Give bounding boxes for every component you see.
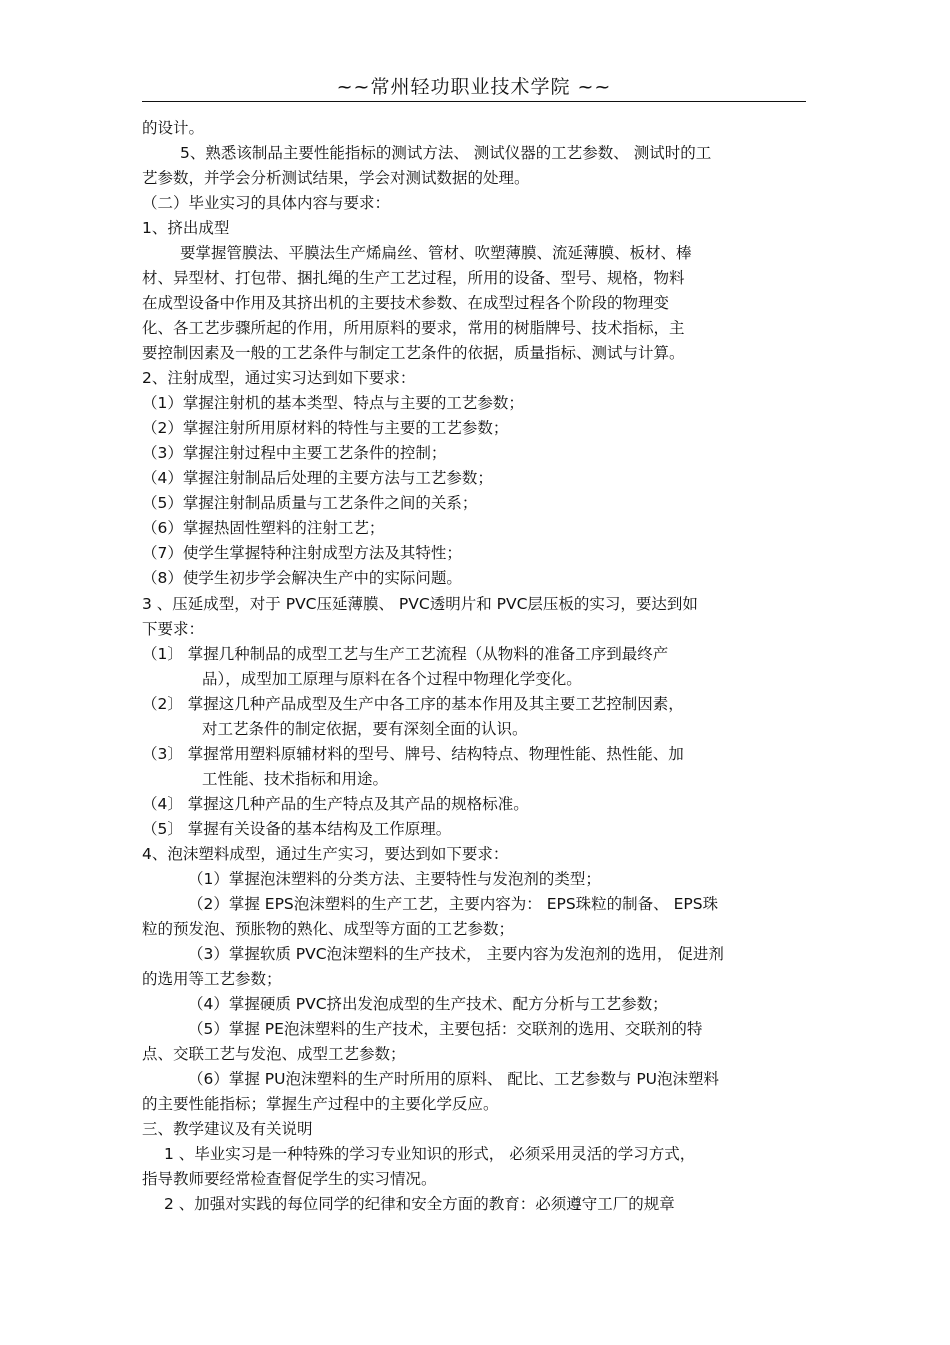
text-line: （4〕 掌握这几种产品的生产特点及其产品的规格标准。 <box>142 795 529 813</box>
text-line: 工性能、技术指标和用途。 <box>202 770 389 788</box>
text-line: 在成型设备中作用及其挤出机的主要技术参数、在成型过程各个阶段的物理变 <box>142 294 670 312</box>
text-line: 5、熟悉该制品主要性能指标的测试方法、 测试仪器的工艺参数、 测试时的工 <box>180 144 712 162</box>
text-line: （3〕 掌握常用塑料原辅材料的型号、牌号、结构特点、物理性能、热性能、加 <box>142 745 684 763</box>
text-line: （1〕 掌握几种制品的成型工艺与生产工艺流程（从物料的准备工序到最终产 <box>142 645 669 663</box>
text-line: 的设计。 <box>142 119 205 137</box>
text-line: （1）掌握注射机的基本类型、特点与主要的工艺参数； <box>142 394 524 412</box>
text-line: （5〕 掌握有关设备的基本结构及工作原理。 <box>142 820 452 838</box>
text-line: 化、各工艺步骤所起的作用，所用原料的要求，常用的树脂牌号、技术指标，主 <box>142 319 685 337</box>
text-line: 3 、压延成型，对于 PVC压延薄膜、 PVC透明片和 PVC层压板的实习，要达到如 <box>142 595 698 613</box>
text-line: 1、挤出成型 <box>142 219 230 237</box>
text-line: （6）掌握热固性塑料的注射工艺； <box>142 519 385 537</box>
text-line: （4）掌握硬质 PVC挤出发泡成型的生产技术、配方分析与工艺参数； <box>188 995 668 1013</box>
text-line: 指导教师要经常检查督促学生的实习情况。 <box>142 1170 437 1188</box>
text-line: （二）毕业实习的具体内容与要求： <box>142 194 391 212</box>
text-line: （2〕 掌握这几种产品成型及生产中各工序的基本作用及其主要工艺控制因素， <box>142 695 684 713</box>
text-line: 下要求： <box>142 620 205 638</box>
text-line: （5）掌握 PE泡沫塑料的生产技术，主要包括：交联剂的选用、交联剂的特 <box>188 1020 703 1038</box>
text-line: 材、异型材、打包带、捆扎绳的生产工艺过程，所用的设备、型号、规格，物料 <box>142 269 685 287</box>
text-line: （2）掌握 EPS泡沫塑料的生产工艺，主要内容为： EPS珠粒的制备、 EPS珠 <box>188 895 719 913</box>
text-line: （2）掌握注射所用原材料的特性与主要的工艺参数； <box>142 419 509 437</box>
text-line: （5）掌握注射制品质量与工艺条件之间的关系； <box>142 494 478 512</box>
text-line: 的选用等工艺参数； <box>142 970 282 988</box>
text-line: 1 、毕业实习是一种特殊的学习专业知识的形式， 必须采用灵活的学习方式， <box>164 1145 696 1163</box>
text-line: 粒的预发泡、预胀物的熟化、成型等方面的工艺参数； <box>142 920 515 938</box>
text-line: 的主要性能指标；掌握生产过程中的主要化学反应。 <box>142 1095 499 1113</box>
text-line: 要掌握管膜法、平膜法生产烯扁丝、管材、吹塑薄膜、流延薄膜、板材、棒 <box>180 244 692 262</box>
text-line: （4）掌握注射制品后处理的主要方法与工艺参数； <box>142 469 493 487</box>
text-line: 艺参数，并学会分析测试结果，学会对测试数据的处理。 <box>142 169 530 187</box>
text-line: 点、交联工艺与发泡、成型工艺参数； <box>142 1045 406 1063</box>
header-rule <box>142 101 806 102</box>
text-line: 三、教学建议及有关说明 <box>142 1120 313 1138</box>
text-line: （7）使学生掌握特种注射成型方法及其特性； <box>142 544 462 562</box>
text-line: 品），成型加工原理与原料在各个过程中物理化学变化。 <box>202 670 582 688</box>
page-header-title: ~~常州轻功职业技术学院 ~~ <box>336 76 612 98</box>
text-line: （8）使学生初步学会解决生产中的实际问题。 <box>142 569 462 587</box>
text-line: 2 、加强对实践的每位同学的纪律和安全方面的教育：必须遵守工厂的规章 <box>164 1195 675 1213</box>
text-line: （3）掌握注射过程中主要工艺条件的控制； <box>142 444 447 462</box>
text-line: 要控制因素及一般的工艺条件与制定工艺条件的依据，质量指标、测试与计算。 <box>142 344 685 362</box>
text-line: 2、注射成型，通过实习达到如下要求： <box>142 369 416 387</box>
text-line: 4、泡沫塑料成型，通过生产实习，要达到如下要求： <box>142 845 509 863</box>
text-line: （6）掌握 PU泡沫塑料的生产时所用的原料、 配比、工艺参数与 PU泡沫塑料 <box>188 1070 720 1088</box>
text-line: 对工艺条件的制定依据，要有深刻全面的认识。 <box>202 720 528 738</box>
text-line: （3）掌握软质 PVC泡沫塑料的生产技术， 主要内容为发泡剂的选用， 促进剂 <box>188 945 724 963</box>
text-line: （1）掌握泡沫塑料的分类方法、主要特性与发泡剂的类型； <box>188 870 601 888</box>
